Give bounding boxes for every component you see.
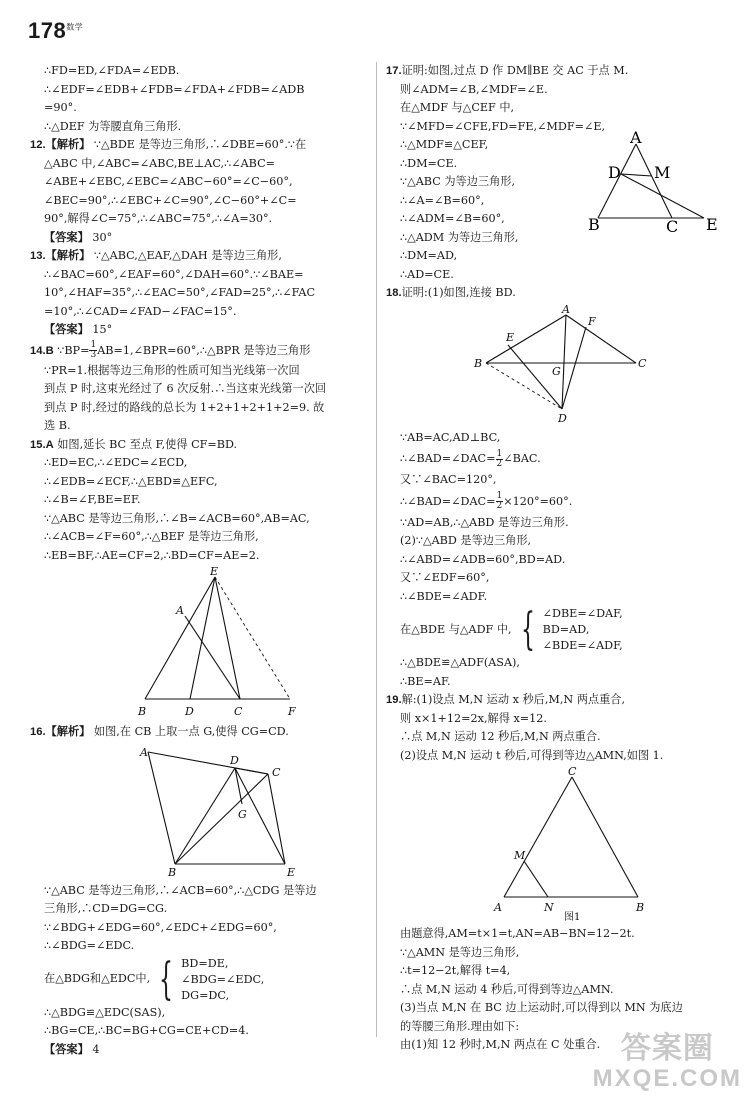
solution-line: ∴∠A=∠B=60°, [400, 193, 485, 207]
solution-line: ∴AD=CE. [400, 267, 454, 281]
watermark-text: 答案圈 [620, 1032, 714, 1065]
question-12 [30, 136, 370, 247]
solution-line: 由题意得,AM=t×1=t,AN=AB−BN=12−2t. [400, 927, 635, 940]
point-label: G [552, 364, 561, 378]
point-label: E [287, 865, 296, 879]
solution-line: 解:(1)设点 M,N 运动 x 秒后,M,N 两点重合, [401, 693, 626, 706]
point-label: D [230, 753, 239, 767]
solution-line: ∵AD=AB,∴△ABD 是等边三角形. [400, 515, 569, 529]
point-label: B [474, 356, 483, 370]
solution-line: 由(1)知 12 秒时,M,N 两点在 C 处重合. [400, 1038, 601, 1051]
solution-line: ∵△ABC 为等边三角形, [400, 175, 516, 188]
point-label: A [630, 128, 642, 147]
question-number: 13. [30, 250, 46, 262]
brace-line: BD=DE, [181, 956, 229, 970]
solution-line: 90°,解得∠C=75°,∴∠ABC=75°,∴∠A=30°. [44, 212, 273, 225]
question-number: 16. [30, 726, 46, 738]
answer-value: 4 [92, 1042, 100, 1056]
question-19 [386, 691, 724, 1055]
solution-line: ∠ABE+∠EBC,∠EBC=∠ABC−60°=∠C−60°, [44, 175, 293, 188]
fraction: $\frac{1}{2}$ [496, 491, 503, 511]
solution-line: ∴∠BDG=∠EDC. [44, 939, 135, 952]
brace-prefix: 在△BDE 与△ADF 中, [400, 622, 512, 636]
fraction: $\frac{1}{2}$ [496, 448, 503, 469]
point-label: B [588, 215, 600, 234]
solution-line: △ABC 中,∠ABC=∠ABC,BE⊥AC,∴∠ABC= [44, 156, 276, 170]
brace-lines [181, 956, 264, 1004]
left-column [30, 62, 370, 1059]
point-label: F [288, 705, 296, 718]
solution-line: 证明:如图,过点 D 作 DM∥BE 交 AC 于点 M. [401, 64, 629, 77]
point-label: C [272, 765, 281, 779]
brace-glyph: { [520, 604, 535, 655]
question-number: 18. [386, 287, 402, 299]
point-label: F [588, 314, 596, 328]
solution-line: ∴t=12−2t,解得 t=4, [400, 964, 511, 977]
solution-line: ∠BEC=90°,∴∠EBC+∠C=90°,∠C−60°+∠C= [44, 193, 297, 207]
solution-line: 在△MDF 与△CEF 中, [400, 101, 515, 114]
solution-line: ∴∠ADM=∠B=60°, [400, 212, 505, 225]
solution-line: ∵△BDE 是等边三角形,∴∠DBE=60°.∵在 [93, 138, 307, 151]
analysis-tag: 【解析】 [45, 250, 91, 262]
point-label: A [562, 302, 570, 316]
solution-line: ∵△AMN 是等边三角形, [400, 945, 520, 959]
solution-line: ∴△BDG≌△EDC(SAS), [44, 1005, 166, 1019]
solution-line: ∵∠BDG+∠EDG=60°,∠EDC+∠EDG=60°, [44, 920, 277, 934]
solution-line: ∵BP= [57, 343, 90, 357]
point-label: M [654, 163, 671, 182]
half-angle-line: ∴∠BAD=∠DAC= $\frac{1}{2}$ ×120°=60°. [400, 491, 573, 511]
question-number: 17. [386, 65, 402, 77]
solution-line: ∴DM=CE. [400, 156, 458, 170]
point-label: N [544, 901, 554, 914]
solution-line: 则∠ADM=∠B,∠MDF=∠E. [400, 82, 548, 96]
question-17 [386, 62, 724, 284]
question-18 [386, 284, 724, 691]
analysis-tag: 【解析】 [45, 139, 91, 151]
solution-line: ∵PR=1.根据等边三角形的性质可知当光线第一次回 [44, 363, 300, 377]
question-number: 15. [30, 438, 46, 451]
intro-block [30, 62, 370, 136]
intro-line: =90°. [44, 101, 77, 114]
solution-line: 如图,在 CB 上取一点 G,使得 CG=CD. [93, 725, 289, 738]
solution-line: ∵AB=AC,AD⊥BC, [400, 430, 501, 444]
solution-line: ∴EB=BF,∴AE=CF=2,∴BD=CF=AE=2. [44, 548, 260, 562]
half-angle-line: ∴∠BAD=∠DAC= $\frac{1}{2}$ ∠BAC. [400, 448, 541, 469]
solution-line: ∴∠ABD=∠ADB=60°,BD=AD. [400, 552, 566, 566]
solution-line: ∴点 M,N 运动 12 秒后,M,N 两点重合. [400, 730, 601, 743]
solution-line: 三角形,∴CD=DG=CG. [44, 902, 168, 915]
solution-line: (2)设点 M,N 运动 t 秒后,可得到等边△AMN,如图 1. [400, 748, 664, 762]
question-14 [30, 340, 370, 436]
triangle-figure-15 [30, 565, 370, 719]
point-label: B [636, 901, 645, 914]
solution-line: ∴∠B=∠F,BE=EF. [44, 493, 141, 506]
question-13 [30, 247, 370, 340]
solution-line: ∴BG=CE,∴BC=BG+CG=CE+CD=4. [44, 1024, 249, 1037]
quadrilateral-figure-16 [30, 746, 370, 878]
solution-line: ∴∠EDB=∠ECF,∴△EBD≌△EFC, [44, 474, 218, 488]
question-number: 14. [30, 344, 46, 357]
triangle-figure-18 [386, 302, 724, 425]
brace-line: BD=AD, [542, 623, 590, 636]
solution-line: 又∵∠BAC=120°, [400, 473, 497, 486]
triangle-figure-17 [586, 128, 718, 236]
watermark-url: MXQE.COM [592, 1065, 742, 1092]
brace-line: ∠BDG=∠EDC, [181, 972, 265, 986]
brace-lines [543, 606, 623, 654]
solution-line: ∴∠ACB=∠F=60°,∴△BEF 是等边三角形, [44, 530, 259, 543]
question-number: 12. [30, 139, 46, 151]
solution-line: ∵△ABC 是等边三角形,∴∠B=∠ACB=60°,AB=AC, [44, 511, 310, 525]
solution-line: ∴点 M,N 运动 4 秒后,可得到等边△AMN. [400, 982, 614, 996]
watermark-logo [593, 1034, 742, 1094]
point-label: C [568, 765, 577, 778]
solution-line: 选 B. [44, 419, 71, 432]
point-label: A [176, 604, 184, 617]
point-label: D [608, 163, 621, 182]
solution-line: ∴△BDE≌△ADF(ASA), [400, 656, 520, 669]
triangle-figure-19 [386, 765, 724, 923]
solution-line: (3)当点 M,N 在 BC 边上运动时,可以得到以 MN 为底边 [400, 1001, 683, 1014]
answer-tag: 【答案】 [44, 231, 89, 244]
intro-line: ∴△DEF 为等腰直角三角形. [44, 119, 182, 133]
answer-value: 30° [92, 230, 113, 244]
solution-line: 到点 P 时,经过的路线的总长为 1+2+1+2+1+2=9. 故 [44, 400, 325, 414]
solution-line: 如图,延长 BC 至点 F,使得 CF=BD. [57, 437, 238, 451]
brace-glyph: { [159, 953, 174, 1005]
question-15 [30, 436, 370, 720]
solution-line: 则 x×1+12=2x,解得 x=12. [400, 711, 547, 725]
brace-line: ∠DBE=∠DAF, [542, 607, 623, 620]
solution-line: ∴△ADM 为等边三角形, [400, 230, 519, 244]
point-label: D [185, 705, 194, 718]
solution-line: (2)∵△ABD 是等边三角形, [400, 534, 532, 547]
point-label: C [638, 356, 647, 370]
solution-line: 又∵∠EDF=60°, [400, 571, 490, 584]
answer-choice: B [45, 344, 54, 357]
brace-line: ∠BDE=∠ADF, [542, 639, 623, 652]
answer-tag: 【答案】 [44, 324, 89, 336]
question-number: 19. [386, 694, 402, 706]
solution-line: ∴BE=AF. [400, 674, 451, 688]
solution-line: 10°,∠HAF=35°,∴∠EAC=50°,∠FAD=25°,∴∠FAC [44, 286, 316, 299]
solution-line: ∴△MDF≌△CEF, [400, 138, 489, 151]
condition-brace [30, 953, 370, 1005]
question-16 [30, 723, 370, 1059]
figure-caption: 图1 [564, 912, 581, 923]
fraction: $\frac{1}{3}$ [90, 340, 97, 360]
point-label: B [138, 705, 147, 718]
solution-line: 到点 P 时,这束光经过了 6 次反射.∴当这束光线第一次回 [44, 382, 327, 395]
answer-choice: A [45, 438, 54, 451]
solution-line: AB=1,∠BPR=60°,∴△BPR 是等边三角形 [97, 343, 311, 357]
page-number: $178^{数学}$ [28, 18, 84, 43]
analysis-tag: 【解析】 [45, 726, 91, 738]
point-label: G [238, 807, 247, 821]
answer-value: 15° [92, 323, 113, 336]
solution-line: ∴ED=EC,∴∠EDC=∠ECD, [44, 456, 188, 469]
solution-line: ∴DM=AD, [400, 249, 458, 262]
intro-line: ∴FD=ED,∠FDA=∠EDB. [44, 64, 180, 77]
point-label: M [514, 849, 526, 862]
solution-line: ∵∠MFD=∠CFE,FD=FE,∠MDF=∠E, [400, 119, 606, 133]
solution-line: 证明:(1)如图,连接 BD. [401, 286, 516, 299]
solution-line: =10°,∴∠CAD=∠FAD−∠FAC=15°. [44, 304, 237, 318]
solution-line: ∵△ABC,△EAF,△DAH 是等边三角形, [93, 249, 282, 262]
brace-prefix: 在△BDG和△EDC中, [44, 972, 151, 986]
point-label: D [558, 411, 567, 425]
answer-tag: 【答案】 [44, 1043, 89, 1056]
column-divider [376, 62, 377, 1037]
point-label: B [168, 865, 177, 879]
point-label: C [666, 217, 679, 236]
point-label: C [234, 705, 243, 718]
condition-brace [386, 606, 724, 654]
intro-line: ∴∠EDF=∠EDB+∠FDB=∠FDA+∠FDB=∠ADB [44, 82, 305, 96]
brace-line: DG=DC, [181, 988, 230, 1002]
point-label: E [210, 565, 219, 578]
point-label: E [506, 330, 515, 344]
solution-line: ∵△ABC 是等边三角形,∴∠ACB=60°,∴△CDG 是等边 [44, 883, 317, 897]
solution-line: ∴∠BDE=∠ADF. [400, 589, 488, 603]
solution-line: ∴∠BAC=60°,∠EAF=60°,∠DAH=60°.∵∠BAE= [44, 267, 304, 281]
solution-line: 的等腰三角形.理由如下: [400, 1019, 520, 1033]
right-column [386, 62, 724, 1055]
point-label: E [706, 215, 718, 234]
point-label: A [494, 901, 502, 914]
point-label: A [140, 745, 148, 759]
